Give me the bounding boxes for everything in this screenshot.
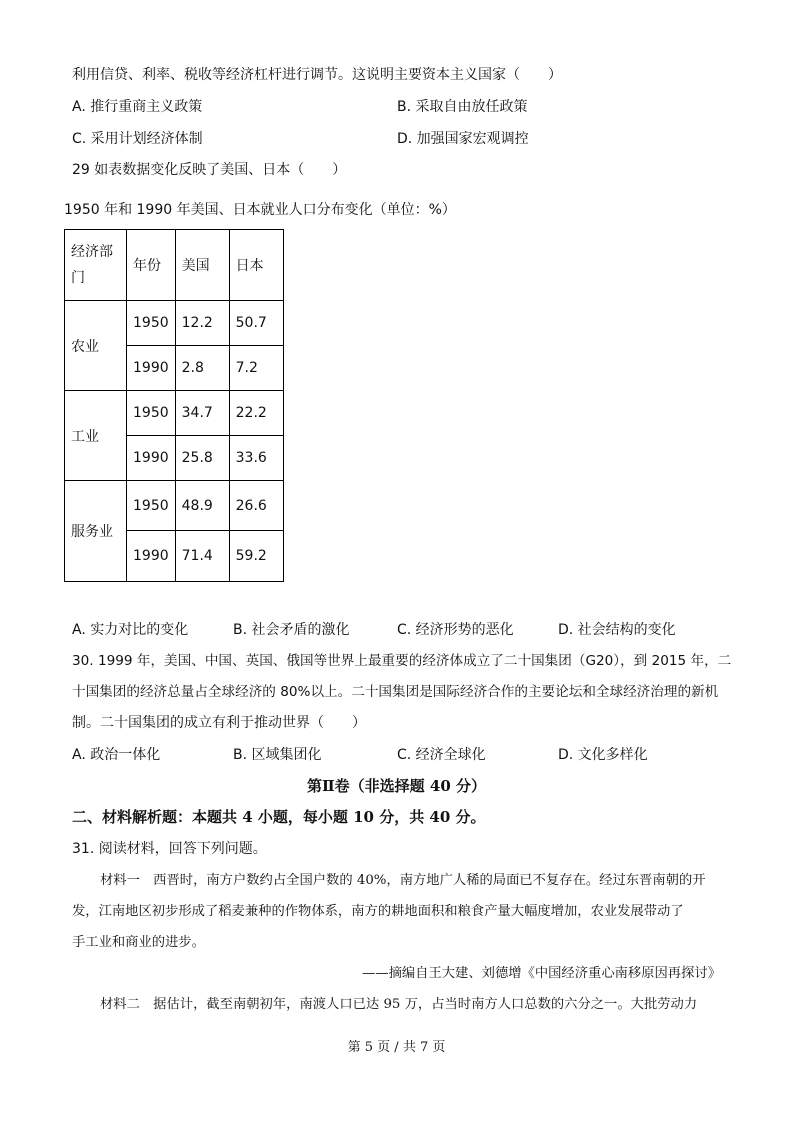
usa-cell: 34.7 [175, 391, 229, 436]
year-cell: 1990 [127, 436, 176, 481]
usa-cell: 71.4 [175, 531, 229, 582]
q28-option-c: C. 采用计划经济体制 [72, 131, 203, 147]
japan-cell: 22.2 [229, 391, 283, 436]
sector-cell: 农业 [65, 301, 127, 391]
japan-cell: 26.6 [229, 481, 283, 531]
header-japan: 日本 [229, 230, 283, 301]
section-heading: 二、材料解析题：本题共 4 小题，每小题 10 分，共 40 分。 [72, 808, 486, 826]
part2-title: 第Ⅱ卷（非选择题 40 分） [307, 777, 486, 795]
usa-cell: 2.8 [175, 346, 229, 391]
year-cell: 1950 [127, 481, 176, 531]
japan-cell: 50.7 [229, 301, 283, 346]
usa-cell: 12.2 [175, 301, 229, 346]
japan-cell: 33.6 [229, 436, 283, 481]
material1-line2: 发，江南地区初步形成了稻麦兼种的作物体系，南方的耕地面积和粮食产量大幅度增加，农业发展带动了 [72, 904, 684, 919]
q29-option-d: D. 社会结构的变化 [558, 622, 676, 638]
table-header-row [65, 230, 284, 301]
year-cell: 1990 [127, 346, 176, 391]
japan-cell: 7.2 [229, 346, 283, 391]
sector-cell: 服务业 [65, 481, 127, 582]
q29-option-b: B. 社会矛盾的激化 [233, 622, 350, 638]
material1-source: ——摘编自王大建、刘德增《中国经济重心南移原因再探讨》 [361, 966, 721, 981]
header-year: 年份 [127, 230, 176, 301]
usa-cell: 25.8 [175, 436, 229, 481]
table-row [65, 391, 284, 436]
usa-cell: 48.9 [175, 481, 229, 531]
q30-line2: 十国集团的经济总量占全球经济的 80%以上。二十国集团是国际经济合作的主要论坛和全球经济治理的新机 [72, 684, 719, 700]
sector-cell: 工业 [65, 391, 127, 481]
q28-stem: 利用信贷、利率、税收等经济杠杆进行调节。这说明主要资本主义国家（ ） [72, 67, 562, 83]
header-usa: 美国 [175, 230, 229, 301]
japan-cell: 59.2 [229, 531, 283, 582]
table-row [65, 301, 284, 346]
year-cell: 1950 [127, 391, 176, 436]
q28-option-d: D. 加强国家宏观调控 [397, 131, 529, 147]
q31-stem: 31. 阅读材料，回答下列问题。 [72, 841, 267, 857]
year-cell: 1990 [127, 531, 176, 582]
q29-table-title: 1950 年和 1990 年美国、日本就业人口分布变化（单位：%） [64, 202, 456, 218]
table-row [65, 481, 284, 531]
q29-stem: 29 如表数据变化反映了美国、日本（ ） [72, 162, 347, 178]
material1-line3: 手工业和商业的进步。 [72, 935, 205, 950]
q29-option-c: C. 经济形势的恶化 [397, 622, 514, 638]
q30-option-d: D. 文化多样化 [558, 747, 648, 763]
q28-option-b: B. 采取自由放任政策 [397, 99, 528, 115]
q30-line1: 30. 1999 年，美国、中国、英国、俄国等世界上最重要的经济体成立了二十国集团（G20），到 2015 年，二 [72, 653, 732, 669]
q30-option-a: A. 政治一体化 [72, 747, 161, 763]
year-cell: 1950 [127, 301, 176, 346]
employment-table [64, 229, 284, 582]
q29-option-a: A. 实力对比的变化 [72, 622, 189, 638]
material1-line1: 材料一 西晋时，南方户数约占全国户数的 40%，南方地广人稀的局面已不复存在。经过东晋南朝的开 [100, 873, 706, 888]
page-footer: 第 5 页 / 共 7 页 [347, 1040, 446, 1055]
material2-line1: 材料二 据估计，截至南朝初年，南渡人口已达 95 万，占当时南方人口总数的六分之一。大批劳动力 [100, 997, 698, 1012]
q30-option-c: C. 经济全球化 [397, 747, 486, 763]
header-sector: 经济部门 [65, 230, 127, 301]
q30-option-b: B. 区域集团化 [233, 747, 322, 763]
q30-line3: 制。二十国集团的成立有利于推动世界（ ） [72, 715, 366, 731]
q28-option-a: A. 推行重商主义政策 [72, 99, 203, 115]
